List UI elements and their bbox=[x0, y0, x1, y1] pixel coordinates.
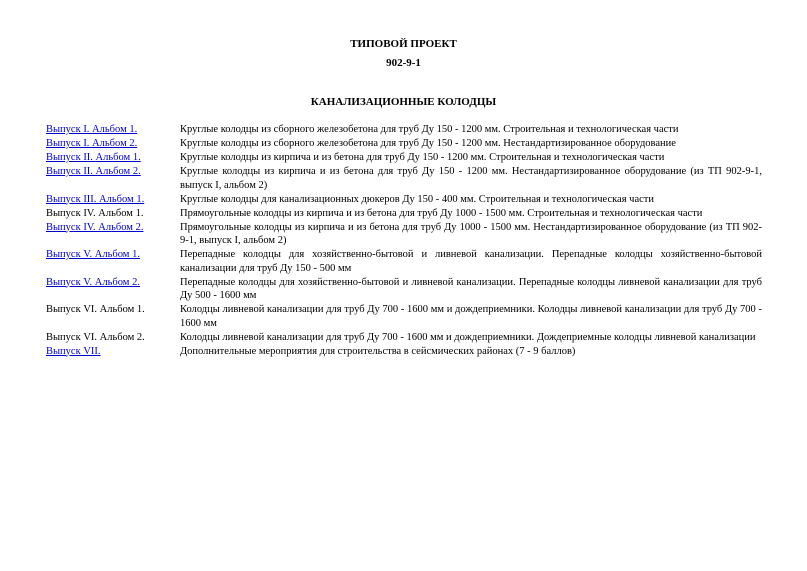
list-item bbox=[46, 276, 762, 303]
list-item bbox=[46, 165, 762, 192]
list-item bbox=[46, 345, 762, 359]
document-title: ТИПОВОЙ ПРОЕКТ bbox=[350, 38, 457, 50]
issue-link[interactable]: Выпуск II. Альбом 2. bbox=[46, 166, 141, 177]
issue-description: Прямоугольные колодцы из кирпича и из бетона для труб Ду 1000 - 1500 мм. Строительная и технологическая части bbox=[180, 207, 703, 219]
issue-description: Прямоугольные колодцы из кирпича и из бетона для труб Ду 1000 - 1500 мм. Нестандартизированное оборудование (из ТП 902-9-1, выпуск I, альбом 2) bbox=[180, 221, 762, 246]
issue-description: Круглые колодцы из сборного железобетона для труб Ду 150 - 1200 мм. Строительная и технологическая части bbox=[180, 124, 679, 135]
issue-label: Выпуск VI. Альбом 1. bbox=[46, 304, 145, 315]
list-item bbox=[46, 248, 762, 275]
issue-description: Круглые колодцы из кирпича и из бетона для труб Ду 150 - 1200 мм. Нестандартизированное оборудование (из ТП 902-9-1, выпуск I, альбом 2) bbox=[180, 166, 762, 191]
issue-label: Выпуск VI. Альбом 2. bbox=[46, 331, 145, 343]
issue-description: Перепадные колодцы для хозяйственно-бытовой и ливневой канализации. Перепадные колодцы ливневой канализации для труб Ду 500 - 1600 мм bbox=[180, 276, 762, 301]
issue-link[interactable]: Выпуск I. Альбом 1. bbox=[46, 124, 138, 135]
list-item bbox=[46, 151, 762, 165]
issue-description: Колодцы ливневой канализации для труб Ду 700 - 1600 мм и дождеприемники. Дождеприемные колодцы ливневой канализации bbox=[180, 331, 756, 343]
issue-link[interactable]: Выпуск V. Альбом 1. bbox=[46, 249, 140, 260]
list-item bbox=[46, 193, 762, 207]
issue-description: Круглые колодцы из кирпича и из бетона для труб Ду 150 - 1200 мм. Строительная и технологическая части bbox=[180, 152, 665, 163]
issue-label-cell bbox=[46, 276, 180, 303]
list-item bbox=[46, 331, 762, 345]
list-item bbox=[46, 123, 762, 137]
issue-label-cell bbox=[46, 151, 180, 165]
issue-label: Выпуск IV. Альбом 1. bbox=[46, 207, 144, 219]
issue-label-cell bbox=[46, 248, 180, 275]
list-item bbox=[46, 207, 762, 221]
issue-label-cell bbox=[46, 221, 180, 248]
issue-link[interactable]: Выпуск V. Альбом 2. bbox=[46, 276, 140, 288]
issue-link[interactable]: Выпуск I. Альбом 2. bbox=[46, 138, 138, 149]
issue-label-cell bbox=[46, 193, 180, 207]
list-item bbox=[46, 137, 762, 151]
issue-description: Круглые колодцы для канализационных дюкеров Ду 150 - 400 мм. Строительная и технологическая части bbox=[180, 193, 654, 205]
issue-link[interactable]: Выпуск IV. Альбом 2. bbox=[46, 221, 144, 233]
issue-list bbox=[46, 123, 762, 359]
list-item bbox=[46, 221, 762, 248]
issue-description: Дополнительные мероприятия для строительства в сейсмических районах (7 - 9 баллов) bbox=[180, 345, 576, 357]
issue-description: Колодцы ливневой канализации для труб Ду 700 - 1600 мм и дождеприемники. Колодцы ливневой канализации для труб Ду 700 - 1600 мм bbox=[180, 304, 762, 329]
issue-label-cell bbox=[46, 345, 180, 359]
issue-link[interactable]: Выпуск III. Альбом 1. bbox=[46, 193, 145, 205]
issue-label-cell bbox=[46, 331, 180, 345]
document-subject: КАНАЛИЗАЦИОННЫЕ КОЛОДЦЫ bbox=[310, 96, 497, 108]
issue-link[interactable]: Выпуск II. Альбом 1. bbox=[46, 152, 141, 163]
issue-description: Круглые колодцы из сборного железобетона для труб Ду 150 - 1200 мм. Нестандартизированное оборудование bbox=[180, 138, 676, 149]
issue-label-cell bbox=[46, 123, 180, 137]
issue-label-cell bbox=[46, 303, 180, 330]
issue-label-cell bbox=[46, 165, 180, 192]
project-code: 902-9-1 bbox=[386, 57, 421, 69]
issue-label-cell bbox=[46, 137, 180, 151]
issue-description: Перепадные колодцы для хозяйственно-бытовой и ливневой канализации. Перепадные колодцы хозяйственно-бытовой канализации для труб Ду 150 - 500 мм bbox=[180, 249, 762, 274]
list-item bbox=[46, 303, 762, 330]
issue-label-cell bbox=[46, 207, 180, 221]
issue-link[interactable]: Выпуск VII. bbox=[46, 345, 101, 357]
